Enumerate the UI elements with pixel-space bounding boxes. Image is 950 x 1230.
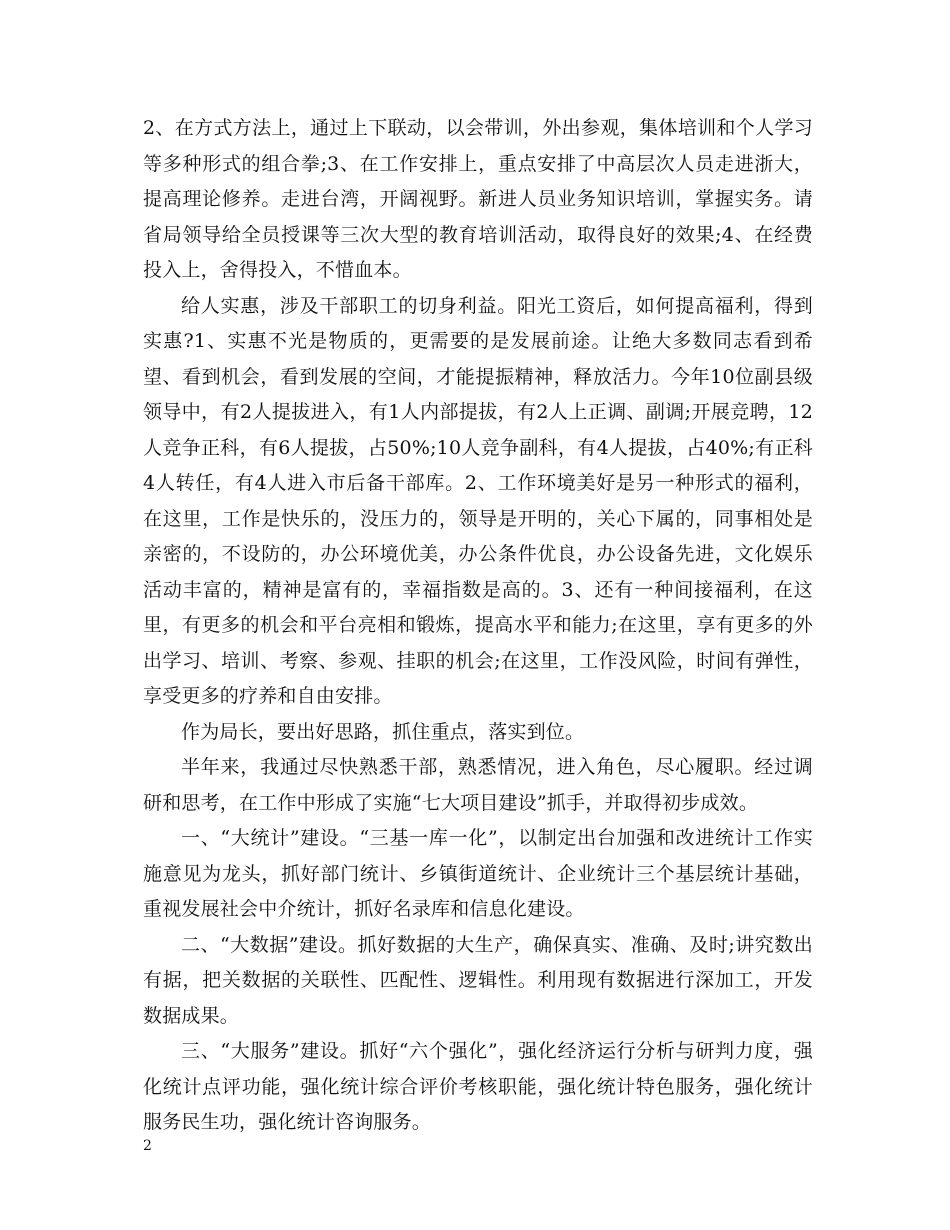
document-body — [143, 111, 813, 1141]
paragraph-half-year-summary: 半年来，我通过尽快熟悉干部，熟悉情况，进入角色，尽心履职。经过调研和思考，在工作中形成了实施“七大项目建设”抓手，并取得初步成效。 — [143, 756, 813, 814]
paragraph-big-service: 三、“大服务”建设。抓好“六个强化”，强化经济运行分析与研判力度，强化统计点评功能，强化统计综合评价考核职能，强化统计特色服务，强化统计服务民生功，强化统计咨询服务。 — [143, 1040, 813, 1133]
page-number: 2 — [143, 1138, 152, 1154]
paragraph-director-role: 作为局长，要出好思路，抓住重点，落实到位。 — [181, 720, 585, 743]
paragraph-training-methods: 2、在方式方法上，通过上下联动，以会带训，外出参观，集体培训和个人学习等多种形式的组合拳;3、在工作安排上，重点安排了中高层次人员走进浙大，提高理论修养。走进台湾，开阔视野。新进人员业务知识培训，掌握实务。请省局领导给全员授课等三次大型的教育培训活动，取得良好的效果;4、在经费投入上，舍得投入，不惜血本。 — [143, 117, 813, 281]
paragraph-big-statistics: 一、“大统计”建设。“三基一库一化”，以制定出台加强和改进统计工作实施意见为龙头，抓好部门统计、乡镇街道统计、企业统计三个基层统计基础，重视发展社会中介统计，抓好名录库和信息化建设。 — [143, 827, 813, 920]
paragraph-big-data: 二、“大数据”建设。抓好数据的大生产，确保真实、准确、及时;讲究数出有据，把关数据的关联性、匹配性、逻辑性。利用现有数据进行深加工，开发数据成果。 — [143, 933, 813, 1027]
paragraph-benefits: 给人实惠，涉及干部职工的切身利益。阳光工资后，如何提高福利，得到实惠?1、实惠不光是物质的，更需要的是发展前途。让绝大多数同志看到希望、看到机会，看到发展的空间，才能提振精神，释放活力。今年10位副县级领导中，有2人提拔进入，有1人内部提拔，有2人上正调、副调;开展竞聘，12人竞争正科，有6人提拔，占50%;10人竞争副科，有4人提拔，占40%;有正科4人转任，有4人进入市后备干部库。2、工作环境美好是另一种形式的福利，在这里，工作是快乐的，没压力的，领导是开明的，关心下属的，同事相处是亲密的，不设防的，办公环境优美，办公条件优良，办公设备先进，文化娱乐活动丰富的，精神是富有的，幸福指数是高的。3、还有一种间接福利，在这里，有更多的机会和平台亮相和锻炼，提高水平和能力;在这里，享有更多的外出学习、培训、考察、参观、挂职的机会;在这里，工作没风险，时间有弹性，享受更多的疗养和自由安排。 — [143, 294, 813, 707]
